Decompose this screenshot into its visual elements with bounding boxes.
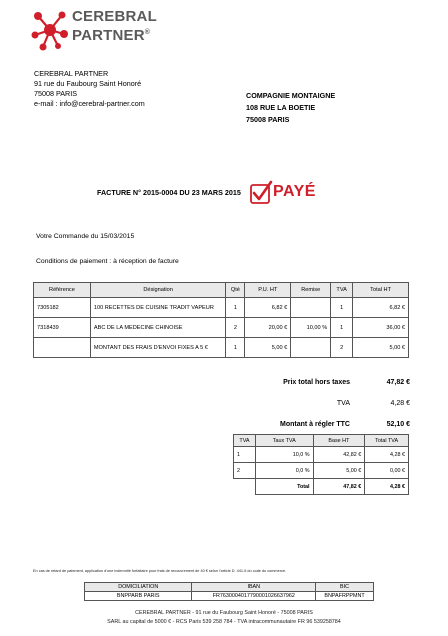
paid-stamp	[249, 180, 337, 206]
col-header: Désignation	[90, 283, 226, 298]
total-ttc-value: 52,10 €	[386, 421, 410, 428]
item-unit-price: 6,82 €	[245, 298, 291, 318]
vat-total-row	[234, 479, 409, 495]
total-tva-value: 4,28 €	[390, 400, 410, 407]
item-discount	[291, 338, 331, 358]
col-header: P.U. HT	[245, 283, 291, 298]
item-vat-code: 2	[331, 338, 353, 358]
invoice-title: FACTURE N° 2015-0004 DU 23 MARS 2015	[97, 188, 241, 197]
item-vat-code: 1	[331, 298, 353, 318]
item-discount	[291, 298, 331, 318]
total-ht-label: Prix total hors taxes	[283, 379, 350, 386]
total-tva-row	[230, 393, 410, 414]
vat-total-label: Total	[255, 479, 313, 495]
col-header: Qté	[226, 283, 245, 298]
vat-code: 2	[234, 463, 256, 479]
sender-address	[34, 69, 145, 109]
sender-city: 75008 PARIS	[34, 89, 78, 98]
order-reference: Votre Commande du 15/03/2015	[36, 233, 135, 240]
total-ttc-row	[230, 414, 410, 435]
table-row	[85, 592, 374, 601]
col-header: IBAN	[192, 583, 316, 592]
paid-stamp-label: PAYÉ	[273, 183, 316, 200]
bank-iban: FR7630004017790001026637962	[192, 592, 316, 601]
item-ref: 7305182	[34, 298, 91, 318]
vat-amount: 4,28 €	[365, 447, 409, 463]
items-header-row	[34, 283, 409, 298]
late-payment-note: En cas de retard de paiement, application d'une indemnité forfaitaire pour frais de recouvrement de 40 € selon l'article D. 441-5 du code du commerce.	[33, 569, 287, 573]
vat-total-base: 47,82 €	[313, 479, 365, 495]
item-qty: 1	[226, 298, 245, 318]
col-header: BIC	[316, 583, 374, 592]
col-header: Remise	[291, 283, 331, 298]
item-total: 36,00 €	[353, 318, 409, 338]
sender-name: CEREBRAL PARTNER	[34, 69, 109, 78]
vat-table	[233, 434, 409, 495]
col-header: Base HT	[313, 435, 365, 447]
vat-rate: 0,0 %	[255, 463, 313, 479]
sender-street: 91 rue du Faubourg Saint Honoré	[34, 79, 142, 88]
total-ttc-label: Montant à régler TTC	[279, 421, 350, 428]
item-designation: 100 RECETTES DE CUISINE TRADIT VAPEUR	[90, 298, 226, 318]
sender-email: e-mail : info@cerebral-partner.com	[34, 99, 145, 108]
recipient-name: COMPAGNIE MONTAIGNE	[246, 91, 336, 100]
brand-wordmark	[72, 9, 157, 44]
recipient-city: 75008 PARIS	[246, 115, 290, 124]
table-row	[34, 338, 409, 358]
item-total: 6,82 €	[353, 298, 409, 318]
item-qty: 1	[226, 338, 245, 358]
brand-line-2: PARTNER	[72, 27, 145, 44]
item-ref: 7318439	[34, 318, 91, 338]
recipient-address	[246, 90, 335, 126]
item-designation: ABC DE LA MEDECINE CHINOISE	[90, 318, 226, 338]
col-header: Total TVA	[365, 435, 409, 447]
item-unit-price: 5,00 €	[245, 338, 291, 358]
bank-table	[84, 582, 374, 601]
col-header: TVA	[331, 283, 353, 298]
items-table	[33, 282, 409, 358]
brand-line-1: CEREBRAL	[72, 8, 157, 25]
table-row	[234, 463, 409, 479]
col-header: Total HT	[353, 283, 409, 298]
total-tva-label: TVA	[336, 400, 350, 407]
item-ref	[34, 338, 91, 358]
col-header: Référence	[34, 283, 91, 298]
vat-empty-cell	[234, 479, 256, 495]
payment-terms: Conditions de paiement : à réception de facture	[36, 258, 179, 265]
item-total: 5,00 €	[353, 338, 409, 358]
vat-amount: 0,00 €	[365, 463, 409, 479]
vat-code: 1	[234, 447, 256, 463]
vat-rate: 10,0 %	[255, 447, 313, 463]
recipient-street: 108 RUE LA BOETIE	[246, 103, 316, 112]
item-designation: MONTANT DES FRAIS D'ENVOI FIXES A 5 €	[90, 338, 226, 358]
table-row	[34, 318, 409, 338]
footer-line-2: SARL au capital de 5000 € - RCS Paris 539 258 784 - TVA intracommunautaire FR 96 539258784	[107, 619, 341, 625]
item-unit-price: 20,00 €	[245, 318, 291, 338]
table-row	[234, 447, 409, 463]
bank-bic: BNPAFRPPMNT	[316, 592, 374, 601]
brand-logo-icon	[30, 8, 70, 52]
item-qty: 2	[226, 318, 245, 338]
vat-total-amount: 4,28 €	[365, 479, 409, 495]
table-row	[34, 298, 409, 318]
item-discount: 10,00 %	[291, 318, 331, 338]
bank-domiciliation: BNPPARB PARIS	[85, 592, 192, 601]
col-header: Taux TVA	[255, 435, 313, 447]
item-vat-code: 1	[331, 318, 353, 338]
check-icon	[249, 180, 273, 206]
bank-header-row	[85, 583, 374, 592]
col-header: TVA	[234, 435, 256, 447]
total-ht-value: 47,82 €	[386, 379, 410, 386]
totals-block	[230, 372, 410, 435]
vat-base: 42,82 €	[313, 447, 365, 463]
total-ht-row	[230, 372, 410, 393]
brand-reg-mark: ®	[144, 29, 151, 36]
company-footer	[0, 609, 448, 627]
footer-line-1: CEREBRAL PARTNER - 91 rue du Faubourg Saint Honoré - 75008 PARIS	[135, 610, 313, 616]
vat-base: 5,00 €	[313, 463, 365, 479]
col-header: DOMICILIATION	[85, 583, 192, 592]
vat-header-row	[234, 435, 409, 447]
